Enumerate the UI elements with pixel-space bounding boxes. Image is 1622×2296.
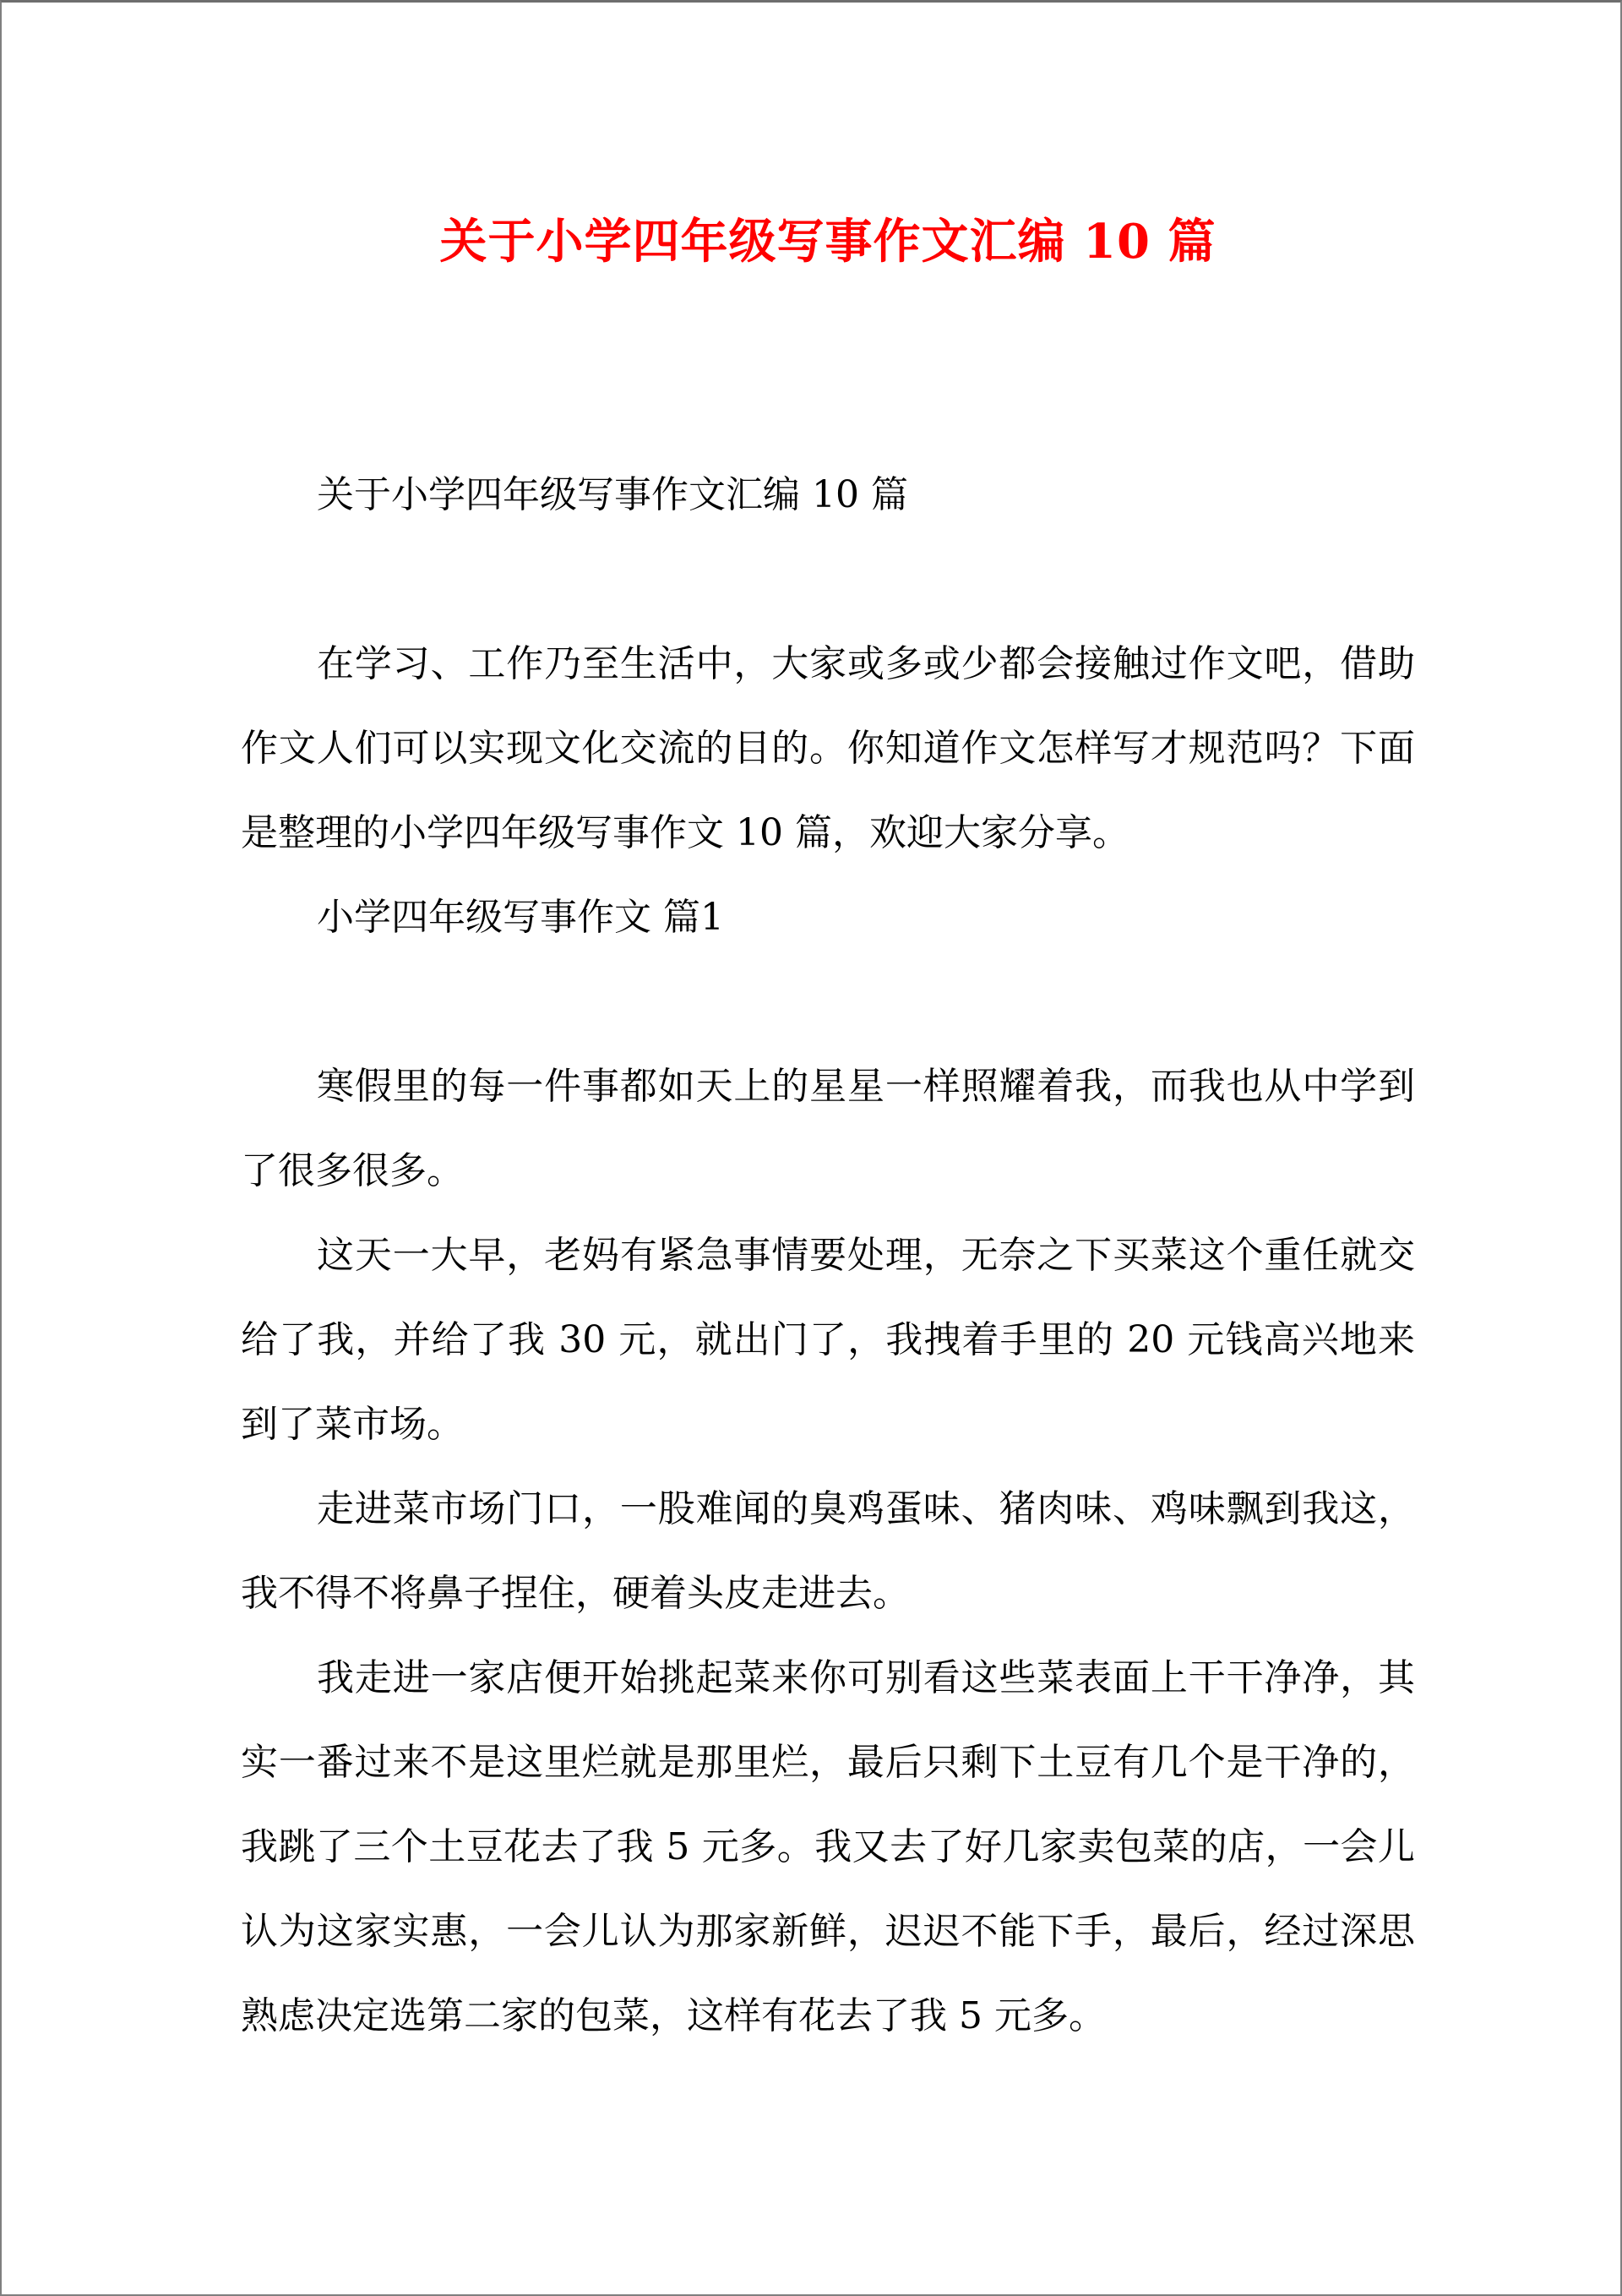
document-content: [241, 3, 1415, 2059]
section-heading: 小学四年级写事作文 篇1: [317, 896, 724, 939]
paragraph: 走进菜市场门口，一股难闻的臭鸡蛋味、猪肉味、鸡味飘到我这，我不得不将鼻子捏住，硬着头皮走进去。: [241, 1487, 1415, 1615]
paragraph: 我走进一家店便开始挑起菜来你可别看这些菜表面上干干净净，其实一番过来不是这里烂就是那里烂，最后只剩下土豆有几个是干净的，我跳了三个土豆花去了我 5 元多。我又去了好几家卖包菜的店，一会儿认为这家实惠，一会儿认为那家新鲜，迟迟不能下手，最后，经过深思熟虑决定选第二家的包菜，这样有花去了我 5 元多。: [241, 1656, 1415, 2037]
document-subtitle: 关于小学四年级写事作文汇编 10 篇: [317, 473, 908, 516]
paragraph: 这天一大早，老妈有紧急事情要处理，无奈之下买菜这个重任就交给了我，并给了我 30 元，就出门了，我拽着手里的 20 元钱高兴地来到了菜市场。: [241, 1234, 1415, 1446]
document-title: 关于小学四年级写事作文汇编 10 篇: [439, 214, 1216, 270]
intro-paragraph: 在学习、工作乃至生活中，大家或多或少都会接触过作文吧，借助作文人们可以实现文化交流的目的。你知道作文怎样写才规范吗？下面是整理的小学四年级写事作文 10 篇，欢迎大家分享。: [241, 642, 1415, 854]
paragraph: 寒假里的每一件事都如天上的星星一样照耀着我，而我也从中学到了很多很多。: [241, 1065, 1415, 1192]
